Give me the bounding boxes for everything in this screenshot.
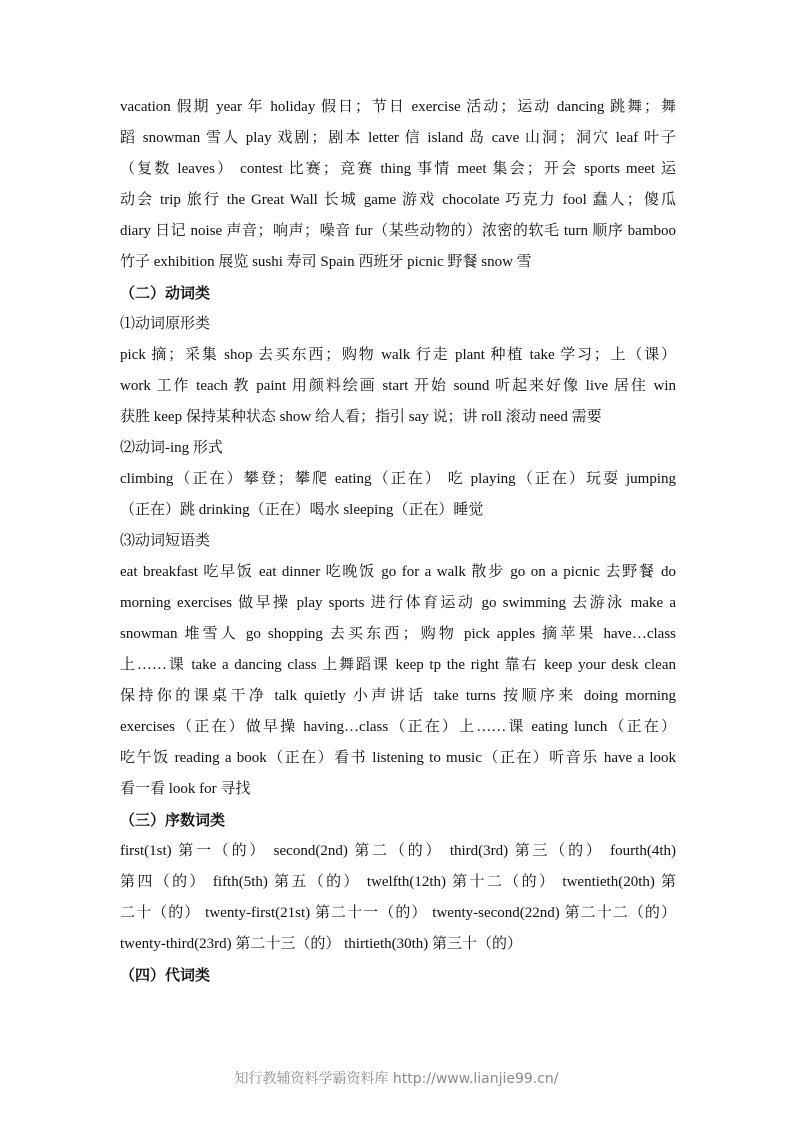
vocab-line: 竹子 exhibition 展览 sushi 寿司 Spain 西班牙 picnic 野餐 snow 雪: [120, 254, 532, 270]
vocab-line: first(1st) 第一（的） second(2nd) 第二（的） third(3rd) 第三（的） fourth(4th): [120, 843, 676, 859]
subsection-heading-ing-form: ⑵动词-ing 形式: [120, 440, 223, 456]
section-heading-pronouns: （四）代词类: [120, 966, 211, 984]
vocab-line: （正在）跳 drinking（正在）喝水 sleeping（正在）睡觉: [120, 502, 484, 518]
vocab-line: vacation 假期 year 年 holiday 假日；节日 exercise 活动；运动 dancing 跳舞；舞: [120, 99, 676, 115]
vocab-line: pick 摘；采集 shop 去买东西；购物 walk 行走 plant 种植 take 学习；上（课）: [120, 347, 676, 363]
vocab-line: twenty-third(23rd) 第二十三（的） thirtieth(30th) 第三十（的）: [120, 936, 523, 952]
vocab-line: 蹈 snowman 雪人 play 戏剧；剧本 letter 信 island 岛 cave 山洞；洞穴 leaf 叶子: [120, 130, 676, 146]
subsection-heading-phrases: ⑶动词短语类: [120, 533, 211, 549]
vocab-line: exercises（正在）做早操 having…class（正在）上……课 eating lunch（正在）: [120, 719, 676, 735]
vocab-line: 二十（的） twenty-first(21st) 第二十一（的） twenty-second(22nd) 第二十二（的）: [120, 905, 676, 921]
vocab-line: 获胜 keep 保持某种状态 show 给人看；指引 say 说；讲 roll 滚动 need 需要: [120, 409, 602, 425]
vocab-line: 看一看 look for 寻找: [120, 781, 251, 797]
vocab-line: 上……课 take a dancing class 上舞蹈课 keep tp the right 靠右 keep your desk clean: [120, 657, 676, 673]
vocab-line: （复数 leaves） contest 比赛；竞赛 thing 事情 meet 集会；开会 sports meet 运: [120, 161, 676, 177]
vocab-line: 吃午饭 reading a book（正在）看书 listening to music（正在）听音乐 have a look: [120, 750, 676, 766]
vocab-line: 动会 trip 旅行 the Great Wall 长城 game 游戏 chocolate 巧克力 fool 蠢人；傻瓜: [120, 192, 676, 208]
vocab-line: snowman 堆雪人 go shopping 去买东西；购物 pick apples 摘苹果 have…class: [120, 626, 676, 642]
document-body: [120, 92, 676, 991]
vocab-line: 第四（的） fifth(5th) 第五（的） twelfth(12th) 第十二（的） twentieth(20th) 第: [120, 874, 676, 890]
vocab-line: 保持你的课桌干净 talk quietly 小声讲话 take turns 按顺序来 doing morning: [120, 688, 676, 704]
section-heading-verbs: （二）动词类: [120, 284, 211, 302]
vocab-line: diary 日记 noise 声音；响声；噪音 fur（某些动物的）浓密的软毛 turn 顺序 bamboo: [120, 223, 676, 239]
vocab-line: climbing（正在）攀登；攀爬 eating（正在） 吃 playing（正在）玩耍 jumping: [120, 471, 676, 487]
footer-watermark: 知行教辅资料学霸资料库 http://www.lianjie99.cn/: [234, 1071, 559, 1087]
section-heading-ordinals: （三）序数词类: [120, 811, 226, 829]
vocab-line: eat breakfast 吃早饭 eat dinner 吃晚饭 go for a walk 散步 go on a picnic 去野餐 do: [120, 564, 676, 580]
vocab-line: work 工作 teach 教 paint 用颜料绘画 start 开始 sound 听起来好像 live 居住 win: [120, 378, 676, 394]
subsection-heading-base-form: ⑴动词原形类: [120, 316, 211, 332]
vocab-line: morning exercises 做早操 play sports 进行体育运动 go swimming 去游泳 make a: [120, 595, 676, 611]
